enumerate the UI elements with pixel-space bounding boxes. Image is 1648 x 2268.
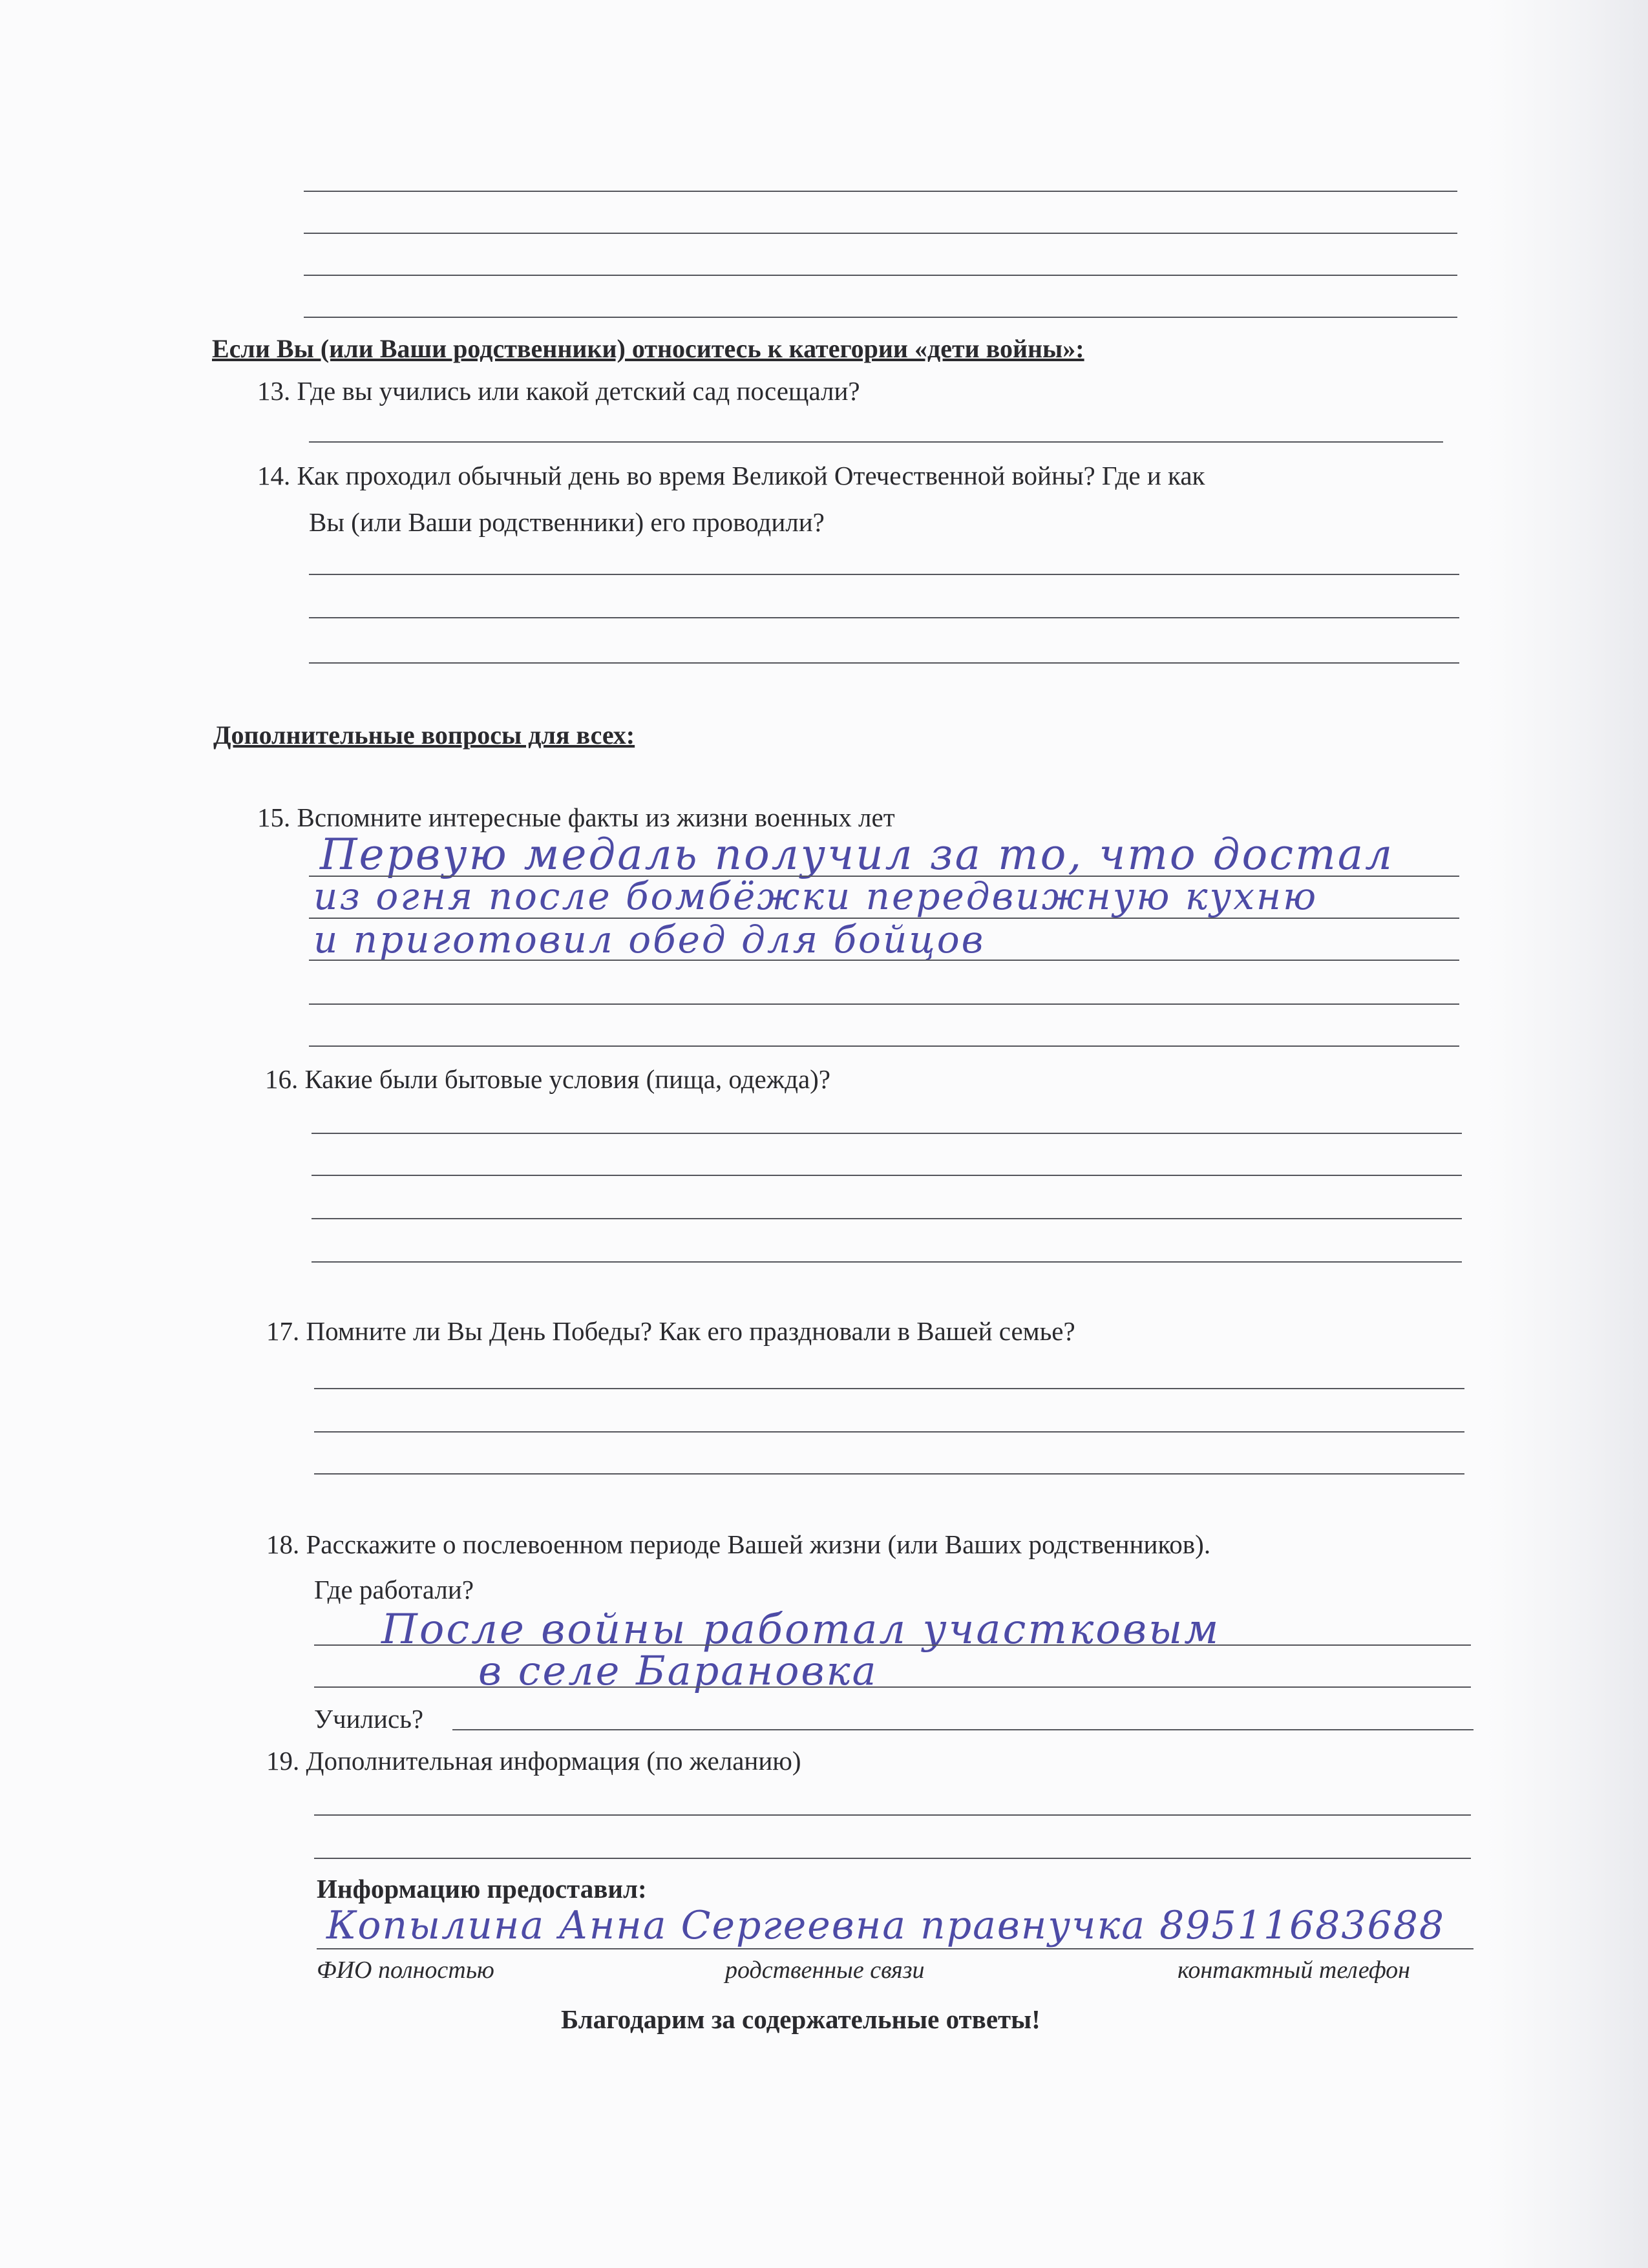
handwritten-answer-18-line-2: в селе Барановка: [478, 1647, 878, 1694]
section-heading-additional: Дополнительные вопросы для всех:: [213, 720, 635, 750]
answer-line: [309, 960, 1459, 961]
answer-line: [309, 662, 1459, 664]
question-19: 19. Дополнительная информация (по желанию): [266, 1746, 801, 1776]
answer-line: [314, 1858, 1471, 1859]
answer-line: [309, 1003, 1459, 1005]
question-15: 15. Вспомните интересные факты из жизни военных лет: [257, 803, 895, 832]
answer-line: [312, 1133, 1462, 1134]
label-full-name: ФИО полностью: [317, 1957, 494, 1984]
question-17: 17. Помните ли Вы День Победы? Как его праздновали в Вашей семье?: [266, 1316, 1075, 1346]
label-phone: контактный телефон: [1178, 1957, 1411, 1984]
label-relation: родственные связи: [725, 1957, 925, 1984]
question-14-line-1: 14. Как проходил обычный день во время Великой Отечественной войны? Где и как: [257, 461, 1205, 490]
answer-line: [314, 1814, 1471, 1816]
answer-line: [304, 233, 1457, 234]
question-18-line-2: Где работали?: [314, 1575, 474, 1604]
answer-line: [304, 191, 1457, 192]
closing-thanks: Благодарим за содержательные ответы!: [561, 2004, 1041, 2034]
signature-line: [317, 1948, 1474, 1949]
answer-line: [312, 1261, 1462, 1263]
handwritten-answer-18-line-1: После войны работал участковым: [381, 1606, 1221, 1654]
informant-heading: Информацию предоставил:: [317, 1874, 647, 1904]
question-14-line-2: Вы (или Ваши родственники) его проводили?: [309, 507, 825, 537]
answer-line: [314, 1388, 1464, 1389]
page-edge-shadow: [1486, 0, 1648, 2268]
answer-line: [312, 1175, 1462, 1176]
answer-line: [309, 617, 1459, 618]
answer-line: [304, 317, 1457, 318]
answer-line: [314, 1686, 1471, 1688]
handwritten-answer-15-line-2: из огня после бомбёжки передвижную кухню: [313, 874, 1318, 918]
answer-line: [304, 275, 1457, 276]
question-13: 13. Где вы учились или какой детский сад посещали?: [257, 376, 860, 406]
question-16: 16. Какие были бытовые условия (пища, одежда)?: [265, 1064, 830, 1094]
handwritten-answer-15-line-3: и приготовил обед для бойцов: [313, 918, 986, 961]
section-heading-children-of-war: Если Вы (или Ваши родственники) относитесь к категории «дети войны»:: [212, 334, 1084, 363]
answer-line: [452, 1729, 1474, 1730]
answer-line: [314, 1473, 1464, 1475]
answer-line: [309, 441, 1443, 443]
answer-line: [314, 1431, 1464, 1433]
question-18-line-1: 18. Расскажите о послевоенном периоде Вашей жизни (или Ваших родственников).: [266, 1529, 1211, 1559]
answer-line: [314, 1644, 1471, 1646]
handwritten-answer-15-line-1: Первую медаль получил за то, что достал: [320, 830, 1395, 879]
handwritten-informant-details: Копылина Анна Сергеевна правнучка 89511683688: [326, 1903, 1446, 1948]
answer-line: [312, 1218, 1462, 1219]
question-18-study: Учились?: [314, 1704, 424, 1734]
answer-line: [309, 1045, 1459, 1047]
answer-line: [309, 574, 1459, 575]
